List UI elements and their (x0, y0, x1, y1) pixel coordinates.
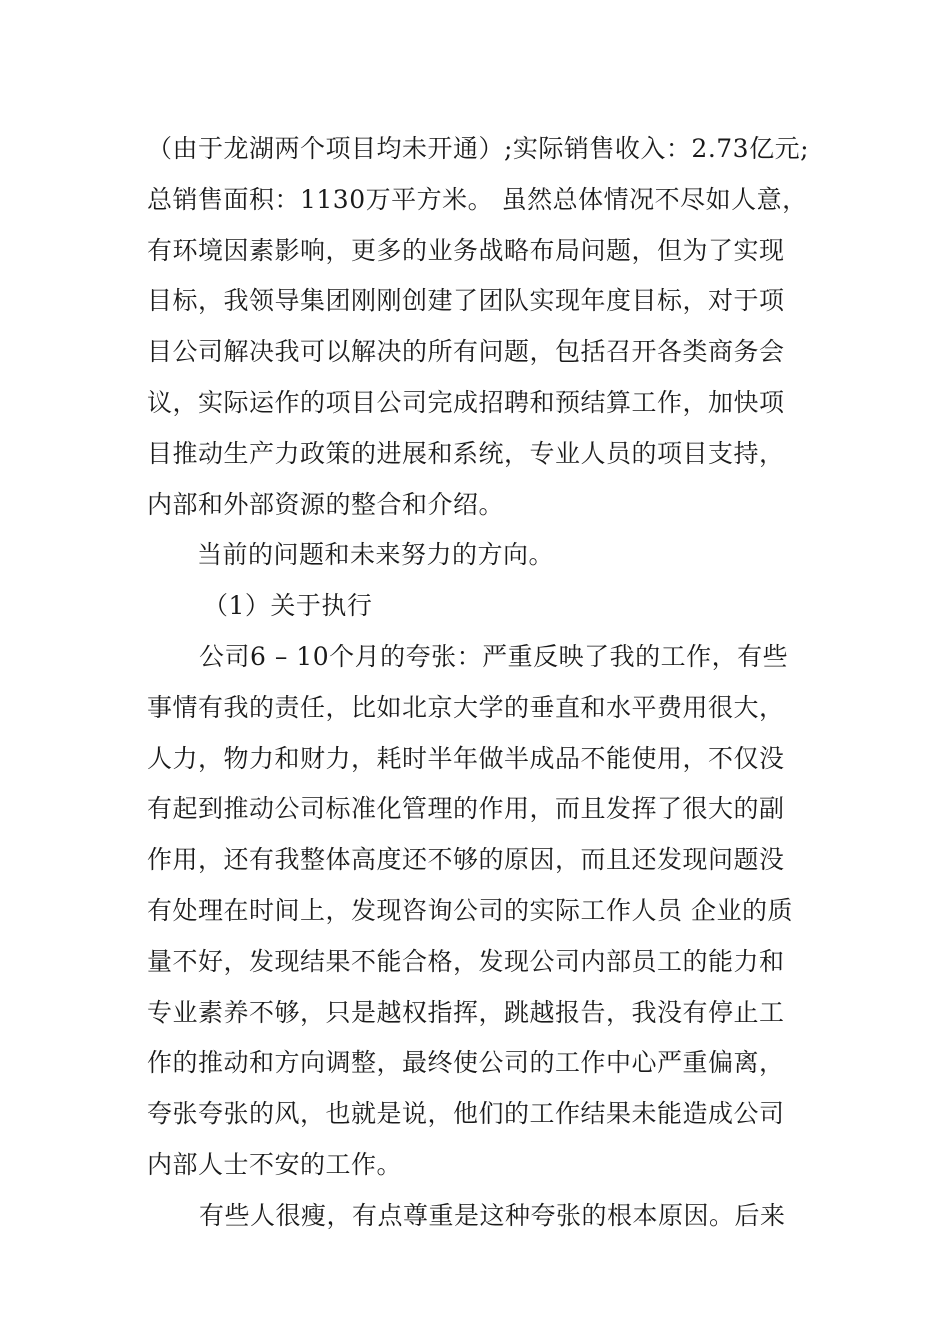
text-line: 专业素养不够，只是越权指挥，跳越报告，我没有停止工 (147, 997, 785, 1027)
text-line: 总销售面积：1130万平方米。 虽然总体情况不尽如人意， (147, 184, 808, 214)
text-line: 有环境因素影响，更多的业务战略布局问题，但为了实现 (147, 235, 785, 265)
paragraph-start: 公司6 – 10个月的夸张：严重反映了我的工作，有些 (199, 641, 789, 671)
text-line: 议，实际运作的项目公司完成招聘和预结算工作，加快项 (147, 387, 785, 417)
body-text (147, 124, 815, 1242)
section-intro: 当前的问题和未来努力的方向。 (197, 540, 555, 570)
text-line: 事情有我的责任，比如北京大学的垂直和水平费用很大， (147, 692, 785, 722)
text-line: 有起到推动公司标准化管理的作用，而且发挥了很大的副 (147, 794, 785, 824)
text-line: 量不好，发现结果不能合格，发现公司内部员工的能力和 (147, 946, 785, 976)
text-line: 有处理在时间上，发现咨询公司的实际工作人员 企业的质 (147, 895, 793, 925)
text-line: 目推动生产力政策的进展和系统，专业人员的项目支持， (147, 438, 785, 468)
text-line: 目标，我领导集团刚刚创建了团队实现年度目标，对于项 (147, 286, 785, 316)
text-line: 夸张夸张的风，也就是说，他们的工作结果未能造成公司 (147, 1099, 785, 1129)
text-line: （由于龙湖两个项目均未开通）;实际销售收入：2.73亿元; (147, 134, 810, 163)
text-line: 作的推动和方向调整，最终使公司的工作中心严重偏离， (147, 1048, 785, 1078)
text-line: 内部人士不安的工作。 (147, 1149, 403, 1179)
paragraph-start: 有些人很瘦，有点尊重是这种夸张的根本原因。后来 (199, 1200, 786, 1230)
text-line: 内部和外部资源的整合和介绍。 (147, 489, 505, 519)
section-heading: （1）关于执行 (203, 591, 373, 621)
text-line: 作用，还有我整体高度还不够的原因，而且还发现问题没 (147, 845, 785, 875)
text-line: 人力，物力和财力，耗时半年做半成品不能使用，不仅没 (147, 743, 785, 773)
text-line: 目公司解决我可以解决的所有问题，包括召开各类商务会 (147, 337, 785, 367)
